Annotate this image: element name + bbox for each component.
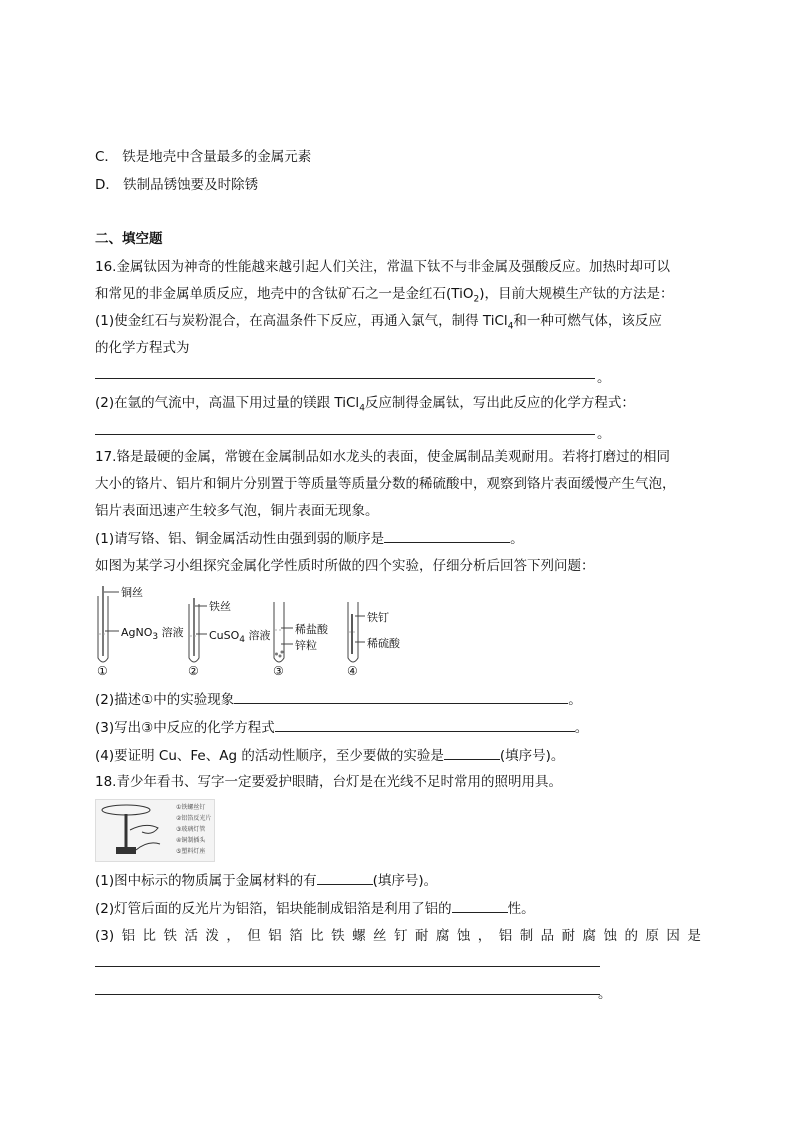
t2-label-bottom	[209, 627, 271, 645]
q18-part3-char: 钉	[393, 928, 408, 944]
q17-part1	[95, 528, 524, 549]
q17-line3: 铝片表面迅速产生较多气泡，铜片表面无现象。	[95, 503, 379, 519]
q18-part3-char: 铝	[268, 928, 282, 944]
q18-part3-char: 蚀	[456, 928, 471, 944]
q17-part2-text: (2)描述①中的实验现象	[95, 692, 235, 708]
q18-part3-period: 。	[598, 986, 612, 1002]
q16-part1-text-a: (1)使金红石与炭粉混合，在高温条件下反应，再通入氯气，制得 TiCl	[95, 313, 508, 329]
t2-label-bottom-b: 溶液	[245, 629, 271, 642]
t4-number: ④	[347, 664, 358, 678]
t1-label-bottom-b: 溶液	[158, 626, 184, 639]
q17-part3-period: 。	[574, 720, 589, 736]
q16-part2-answer-blank[interactable]	[95, 434, 595, 435]
t2-number: ②	[188, 664, 199, 678]
zinc-granule	[279, 655, 282, 658]
q18-part3-char: 铝	[121, 928, 136, 944]
q18-part3-char: 腐	[435, 928, 450, 944]
q18-part2-text-a: (2)灯管后面的反光片为铝箔，铝块能制成铝箔是利用了铝的	[95, 901, 452, 917]
q18-part3-char: 的	[624, 928, 638, 944]
t2-label-bottom-sub: 4	[239, 635, 246, 646]
q18-part3-char: 但	[247, 928, 261, 944]
lamp-legend-item: ①铁螺丝钉	[176, 804, 206, 811]
q17-intro: 如图为某学习小组探究金属化学性质时所做的四个实验，仔细分析后回答下列问题：	[95, 558, 595, 574]
q17-part2-blank[interactable]	[234, 689, 568, 704]
t2-label-top: 铁丝	[209, 600, 231, 613]
desk-lamp-figure	[95, 799, 215, 862]
q18-part2-text-b: 性。	[507, 901, 535, 917]
t1-label-top: 铜丝	[121, 586, 143, 599]
q18-part3-char: 比	[142, 928, 157, 944]
q17-part1-text: (1)请写铬、铝、铜金属活动性由强到弱的顺序是	[95, 531, 385, 547]
q18-part3-char: 铝	[498, 928, 513, 944]
q16-line2-sub: 2	[473, 294, 480, 305]
t1-label-bottom-a: AgNO	[121, 626, 153, 639]
q17-line2: 大小的铬片、铝片和铜片分别置于等质量等质量分数的稀硫酸中，观察到铬片表面缓慢产生气泡，	[95, 476, 676, 492]
q18-part3-char: 耐	[414, 928, 429, 944]
q17-part1-blank[interactable]	[384, 528, 510, 543]
q17-line1: 17.铬是最硬的金属，常镀在金属制品如水龙头的表面，使金属制品美观耐用。若将打磨过的相同	[95, 449, 670, 465]
q18-part3-char: 活	[184, 928, 198, 944]
q17-part3-blank[interactable]	[275, 717, 575, 732]
q18-part3-char: 耐	[561, 928, 576, 944]
q18-part3-char: 箔	[289, 928, 303, 944]
t1-label-bottom	[121, 624, 184, 642]
lamp-legend-item: ④铜制插头	[176, 837, 206, 844]
option-c: C． 铁是地壳中含量最多的金属元素	[95, 149, 312, 165]
t1-label-bottom-sub: 3	[152, 632, 159, 643]
q18-line1: 18.青少年看书、写字一定要爱护眼睛，台灯是在光线不足时常用的照明用具。	[95, 774, 562, 790]
t4-label-bottom: 稀硫酸	[367, 637, 400, 650]
q16-part2-sub: 4	[359, 403, 365, 414]
q16-part1-answer-blank[interactable]	[95, 378, 595, 379]
q18-part3-answer-blank-2[interactable]	[95, 994, 600, 995]
q17-part4-text-a: (4)要证明 Cu、Fe、Ag 的活动性顺序，至少要做的实验是	[95, 748, 444, 764]
t3-label-top: 稀盐酸	[295, 623, 328, 636]
q16-part1-sub: 4	[507, 321, 514, 332]
lamp-tube	[130, 825, 158, 833]
q17-part3	[95, 717, 588, 738]
q17-part4-text-b: (填序号)。	[499, 748, 565, 764]
q18-part3-char: (3)	[95, 928, 115, 944]
q18-part3-char: 腐	[582, 928, 597, 944]
q18-part3-char: 螺	[352, 928, 366, 944]
q17-part4-blank[interactable]	[444, 745, 500, 760]
q18-part3-char: ，	[226, 928, 240, 944]
q18-part3-char: 蚀	[603, 928, 617, 944]
q18-part3-char: 制	[519, 928, 534, 944]
lamp-legend-item: ②铝箔反光片	[176, 815, 212, 822]
q18-part3-char: 泼	[205, 928, 219, 944]
q16-part1-text-b: 和一种可燃气体，该反应	[513, 313, 662, 329]
lamp-shade	[102, 805, 150, 815]
q17-part2-period: 。	[568, 692, 582, 708]
q18-part1-blank[interactable]	[317, 870, 373, 885]
q18-part3-char: 品	[540, 928, 555, 944]
q18-part3-answer-blank-1[interactable]	[95, 966, 600, 967]
lamp-legend-item: ⑤塑料灯座	[176, 848, 206, 855]
q18-part3-char: 铁	[331, 928, 345, 944]
q18-part1	[95, 870, 437, 891]
q16-line2-text-b: )，目前大规模生产钛的方法是：	[479, 286, 674, 302]
t3-label-bottom: 锌粒	[295, 639, 317, 652]
q16-part1-period: 。	[597, 370, 611, 386]
lamp-legend-item: ③玻璃灯管	[176, 826, 206, 833]
q16-part1	[95, 311, 662, 337]
q18-part3-char: 比	[310, 928, 324, 944]
lamp-cord	[136, 843, 160, 850]
q16-part2	[95, 393, 635, 419]
t2-label-bottom-a: CuSO	[209, 629, 240, 642]
q16-line2	[95, 284, 674, 310]
q17-part1-period: 。	[510, 531, 524, 547]
zinc-granule	[281, 651, 284, 654]
q18-part2-blank[interactable]	[452, 898, 508, 913]
zinc-granule	[275, 653, 278, 656]
q16-part2-text-b: 反应制得金属钛，写出此反应的化学方程式：	[364, 395, 635, 411]
q18-part3-char: 铁	[163, 928, 177, 944]
q16-part2-period: 。	[597, 426, 611, 442]
q18-part1-text-b: (填序号)。	[372, 873, 438, 889]
q18-part3-char: 丝	[373, 928, 387, 944]
option-d: D． 铁制品锈蚀要及时除锈	[95, 177, 259, 193]
q18-part3-char: ，	[477, 928, 492, 944]
lamp-legend	[176, 802, 211, 857]
t3-number: ③	[273, 664, 284, 678]
q16-line2-text-a: 和常见的非金属单质反应，地壳中的含钛矿石之一是金红石(TiO	[95, 286, 474, 302]
q17-part3-text: (3)写出③中反应的化学方程式	[95, 720, 275, 736]
experiment-figure	[93, 584, 400, 680]
t4-label-top: 铁钉	[367, 611, 389, 624]
q16-part2-text-a: (2)在氩的气流中，高温下用过量的镁跟 TiCl	[95, 395, 360, 411]
lamp-base	[116, 847, 136, 854]
section-title: 二、填空题	[95, 231, 163, 247]
q16-part1-line2: 的化学方程式为	[95, 340, 190, 356]
q18-part3-char: 因	[666, 928, 680, 944]
q17-part2	[95, 689, 582, 710]
q18-part2	[95, 898, 535, 919]
q18-part3	[95, 926, 701, 946]
q17-part4	[95, 745, 564, 766]
q18-part3-char: 原	[645, 928, 659, 944]
q18-part1-text-a: (1)图中标示的物质属于金属材料的有	[95, 873, 317, 889]
q18-part3-char: 是	[687, 928, 701, 944]
t1-number: ①	[97, 664, 108, 678]
q16-line1: 16.金属钛因为神奇的性能越来越引起人们关注，常温下钛不与非金属及强酸反应。加热时却可以	[95, 259, 670, 275]
